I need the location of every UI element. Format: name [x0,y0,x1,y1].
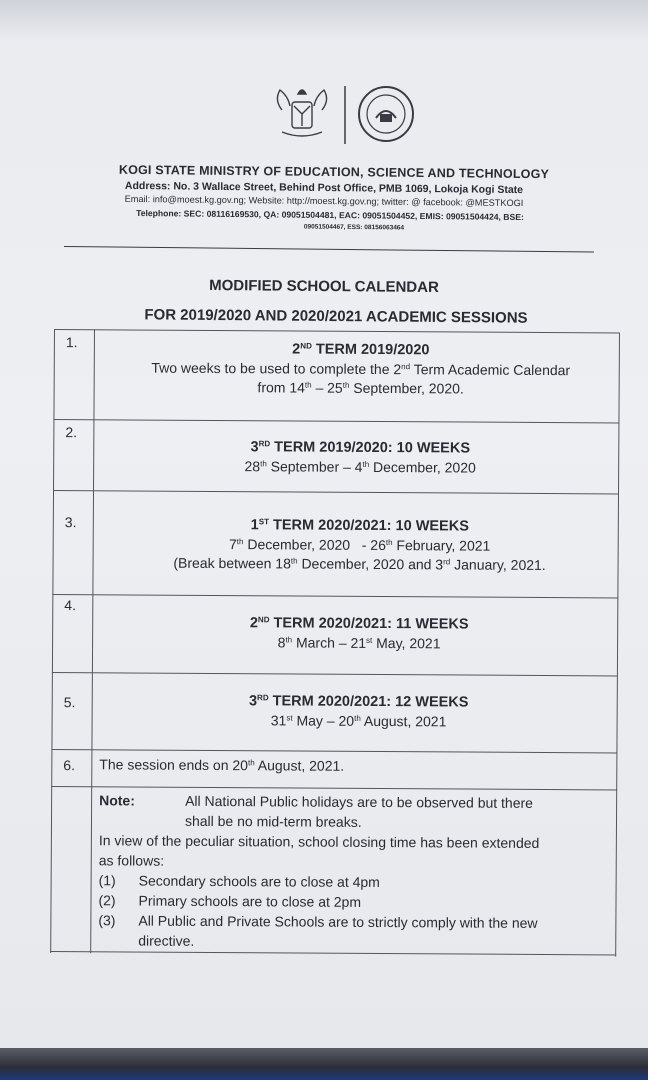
logos [260,80,430,150]
row-number: 1. [65,334,78,351]
note-label: Note: [99,792,135,809]
row-number: 6. [63,757,76,774]
table-row [100,613,618,654]
term-break-note: (Break between 18th December, 2020 and 3rd January, 2021. [173,554,546,574]
list-item-number: (2) [98,892,116,909]
row-number: 2. [65,424,78,441]
term-dates: 7th December, 2020 - 26th February, 2021 [228,536,491,554]
table-row [102,339,620,399]
term-heading: 2ND TERM 2020/2021: 11 WEEKS [249,615,469,633]
document-title: MODIFIED SCHOOL CALENDAR [209,276,439,297]
term-dates: 31st May – 20th August, 2021 [270,712,447,730]
ministry-phones-continued: 09051504467, ESS: 08156063464 [303,223,405,232]
row-number: 5. [63,694,76,711]
term-heading: 3RD TERM 2019/2020: 10 WEEKS [250,439,471,457]
term-dates: from 14th – 25th September, 2020. [257,379,464,397]
row-divider [51,749,617,753]
list-item-text-continued: directive. [138,932,195,949]
row-number: 3. [64,514,77,531]
note-text: All National Public holidays are to be observed but there [185,792,534,811]
list-item-text: All Public and Private Schools are to strictly comply with the new [138,912,538,931]
note-text: shall be no mid-term breaks. [184,812,362,830]
term-heading: 1ST TERM 2020/2021: 10 WEEKS [250,517,469,535]
row-number: 4. [64,597,77,614]
ministry-contact: Email: info@moest.kg.gov.ng; Website: http://moest.kg.gov.ng; twitter: @ facebook: @MESTKOGI [124,193,524,209]
calendar-table [50,329,620,956]
table-column-divider [90,329,95,953]
ministry-address: Address: No. 3 Wallace Street, Behind Post Office, PMB 1069, Lokoja Kogi State [124,179,524,197]
row-divider [52,594,618,598]
table-row [101,437,619,478]
note-first-line [99,790,609,813]
row-divider [52,672,618,676]
list-item-number: (3) [98,912,116,929]
desk-surface [0,1048,648,1080]
ministry-phones: Telephone: SEC: 08116169530, QA: 09051504481, EAC: 09051504452, EMIS: 09051504424, BSE: [136,207,524,223]
note-section [98,790,609,953]
term-heading: 3RD TERM 2020/2021: 12 WEEKS [248,693,469,711]
note-text: In view of the peculiar situation, school closing time has been extended [98,832,540,851]
list-item-text: Primary schools are to close at 2pm [138,892,362,910]
list-item-number: (1) [98,872,116,889]
table-row: The session ends on 20th August, 2021. [99,756,345,774]
page-shadow [0,0,648,40]
row-divider [53,419,619,423]
document-subtitle: FOR 2019/2020 AND 2020/2021 ACADEMIC SESSIONS [144,306,528,327]
ministry-name: KOGI STATE MINISTRY OF EDUCATION, SCIENCE AND TECHNOLOGY [118,162,550,182]
term-dates: 8th March – 21st May, 2021 [277,634,441,652]
row-divider [53,490,619,494]
note-text: as follows: [98,852,165,869]
ministry-seal-icon [356,84,416,144]
term-detail: Two weeks to be used to complete the 2nd Term Academic Calendar [151,359,571,379]
table-row [101,515,619,575]
table-row [100,691,618,732]
term-heading: 2ND TERM 2019/2020 [292,341,430,359]
term-dates: 28th September – 4th December, 2020 [244,458,476,476]
list-item-text: Secondary schools are to close at 4pm [138,872,380,891]
